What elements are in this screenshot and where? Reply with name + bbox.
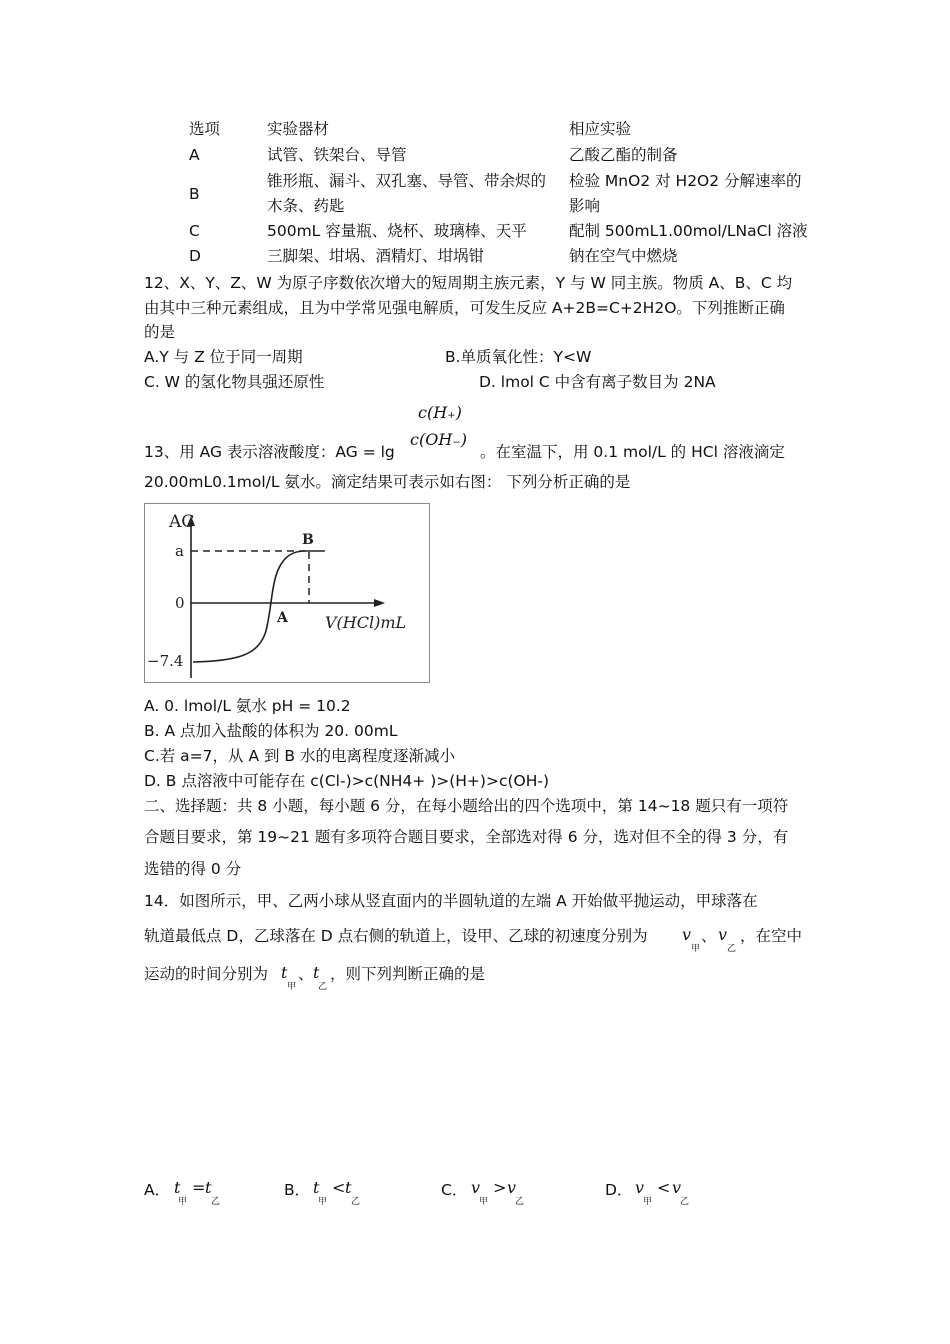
q14-v-yi: v	[718, 925, 728, 944]
q14-option-a-label: A．	[144, 1181, 171, 1199]
y-tick-a: a	[175, 542, 184, 560]
q12-line1: 12、X、Y、Z、W 为原子序数依次增大的短周期主族元素，Y 与 W 同主族。物质 A、B、C 均	[144, 274, 793, 292]
section2-line2: 合题目要求，第 19~21 题有多项符合题目要求，全部选对得 6 分，选对但不全的得 3 分，有	[144, 828, 789, 846]
q14-option-d-sub2: 乙	[680, 1197, 690, 1207]
table-row-d-option: D	[189, 247, 201, 265]
q14-line2-pre: 轨道最低点 D，乙球落在 D 点右侧的轨道上，设甲、乙球的初速度分别为	[144, 927, 648, 945]
y-tick-min: −7.4	[147, 652, 184, 670]
q14-sep-2: 、	[298, 965, 314, 983]
table-row-b-experiment-line2: 影响	[569, 197, 601, 215]
q14-option-c-v1: v	[471, 1178, 481, 1197]
section2-line1: 二、选择题：共 8 小题，每小题 6 分，在每小题给出的四个选项中，第 14~18 题只有一项符	[144, 797, 789, 815]
q13-option-d: D. B 点溶液中可能存在 c(Cl-)>c(NH4+ )>(H+)>c(OH-)	[144, 772, 550, 790]
table-row-c-option: C	[189, 222, 200, 240]
table-row-c-experiment: 配制 500mL1.00mol/LNaCl 溶液	[569, 222, 808, 240]
q12-option-a: A.Y 与 Z 位于同一周期	[144, 348, 303, 366]
q14-option-a-op: =	[192, 1178, 206, 1197]
table-row-d-experiment: 钠在空气中燃烧	[569, 247, 678, 265]
q14-option-c-sub2: 乙	[515, 1197, 525, 1207]
q14-t-jia-sub: 甲	[287, 982, 297, 992]
table-row-d-equipment: 三脚架、坩埚、酒精灯、坩埚钳	[267, 247, 485, 265]
q13-option-c: C.若 a=7，从 A 到 B 水的电离程度逐渐减小	[144, 747, 455, 765]
q14-option-b-label: B．	[284, 1181, 311, 1199]
q14-option-d-v1: v	[635, 1178, 645, 1197]
q14-option-c-label: C．	[441, 1181, 468, 1199]
table-header-option: 选项	[189, 120, 221, 138]
q12-option-b: B.单质氧化性：Y<W	[445, 348, 592, 366]
table-row-b-equipment-line1: 锥形瓶、漏斗、双孔塞、导管、带余烬的	[267, 172, 547, 190]
q14-option-a-t2: t	[205, 1178, 212, 1197]
q14-option-d-v2: v	[672, 1178, 682, 1197]
q14-option-b-t2: t	[345, 1178, 352, 1197]
x-axis-arrow-icon	[374, 599, 385, 607]
q14-option-c-sub1: 甲	[479, 1197, 489, 1207]
q13-option-a: A. 0. lmol/L 氨水 pH = 10.2	[144, 697, 351, 715]
q14-option-c-op: >	[493, 1178, 507, 1197]
point-a-label: A	[277, 610, 288, 626]
q14-option-c-v2: v	[507, 1178, 517, 1197]
q14-option-b-t1: t	[313, 1178, 320, 1197]
y-tick-zero: 0	[175, 594, 185, 612]
q14-option-d-op: <	[657, 1178, 671, 1197]
q12-option-c: C. W 的氢化物具强还原性	[144, 373, 325, 391]
table-row-b-equipment-line2: 木条、药匙	[267, 197, 345, 215]
q14-t-yi: t	[313, 963, 320, 982]
q14-option-d-sub1: 甲	[643, 1197, 653, 1207]
q14-v-jia: v	[682, 925, 692, 944]
q14-option-b-sub2: 乙	[351, 1197, 361, 1207]
x-axis-title: V(HCl)mL	[325, 613, 407, 632]
section2-line3: 选错的得 0 分	[144, 860, 242, 878]
q14-sep-1: 、	[701, 927, 717, 945]
q14-t-jia: t	[281, 963, 288, 982]
q13-fraction-denominator: c(OH₋)	[410, 430, 467, 449]
q13-line2: 20.00mL0.1mol/L 氨水。滴定结果可表示如右图： 下列分析正确的是	[144, 473, 631, 491]
q14-option-d-label: D．	[605, 1181, 633, 1199]
q14-option-a-t1: t	[174, 1178, 181, 1197]
q14-line2-post: ，在空中	[740, 927, 803, 945]
table-row-b-option: B	[189, 185, 200, 203]
titration-graph-svg	[145, 504, 429, 682]
q13-line1-pre: 13、用 AG 表示溶液酸度：AG = lg	[144, 443, 395, 461]
table-header-experiment: 相应实验	[569, 120, 632, 138]
q14-line3-pre: 运动的时间分别为	[144, 965, 269, 983]
table-row-a-experiment: 乙酸乙酯的制备	[569, 146, 678, 164]
q12-line3: 的是	[144, 323, 176, 341]
titration-graph	[144, 503, 430, 683]
q14-v-jia-sub: 甲	[691, 944, 701, 954]
point-b-label: B	[302, 532, 314, 548]
q13-fraction-numerator: c(H₊)	[418, 403, 462, 422]
table-row-a-option: A	[189, 146, 200, 164]
y-axis-title: AG	[169, 512, 195, 532]
table-header-equipment: 实验器材	[267, 120, 330, 138]
q14-option-a-sub2: 乙	[211, 1197, 221, 1207]
q14-option-b-sub1: 甲	[318, 1197, 328, 1207]
table-row-a-equipment: 试管、铁架台、导管	[267, 146, 407, 164]
titration-curve	[193, 551, 325, 662]
q14-t-yi-sub: 乙	[318, 982, 328, 992]
table-row-c-equipment: 500mL 容量瓶、烧杯、玻璃棒、天平	[267, 222, 527, 240]
q13-line1-post: 。在室温下，用 0.1 mol/L 的 HCl 溶液滴定	[480, 443, 785, 461]
q14-option-b-op: <	[332, 1178, 346, 1197]
q12-line2: 由其中三种元素组成，且为中学常见强电解质，可发生反应 A+2B=C+2H2O。下列推断正确	[144, 299, 785, 317]
q12-option-d: D. lmol C 中含有离子数目为 2NA	[479, 373, 716, 391]
table-row-b-experiment-line1: 检验 MnO2 对 H2O2 分解速率的	[569, 172, 802, 190]
q13-option-b: B. A 点加入盐酸的体积为 20. 00mL	[144, 722, 398, 740]
q14-line1: 14．如图所示，甲、乙两小球从竖直面内的半圆轨道的左端 A 开始做平抛运动，甲球落在	[144, 892, 758, 910]
q14-line3-post: ，则下列判断正确的是	[330, 965, 486, 983]
q14-option-a-sub1: 甲	[178, 1197, 188, 1207]
q14-v-yi-sub: 乙	[727, 944, 737, 954]
